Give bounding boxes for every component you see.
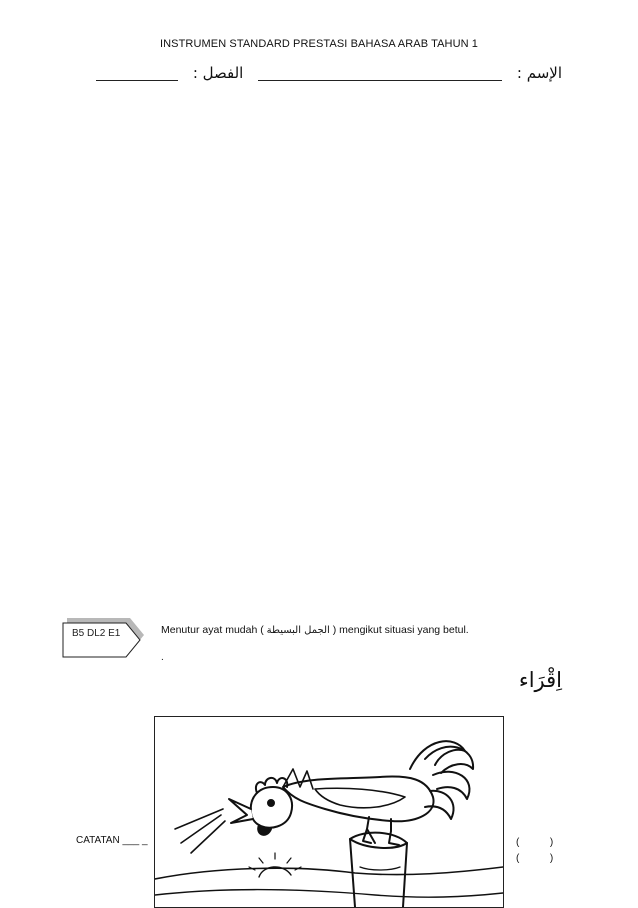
score-box-1[interactable]: [516, 835, 553, 851]
instruction-suffix: ) mengikut situasi yang betul.: [332, 624, 469, 636]
instruction-text: [161, 624, 469, 636]
rooster-illustration: [154, 716, 504, 908]
name-field-line[interactable]: [258, 64, 502, 81]
score-boxes: [516, 835, 553, 867]
name-label: الإسم :: [516, 64, 562, 82]
stray-dot: .: [161, 652, 164, 663]
notes-line[interactable]: ___ _: [122, 835, 148, 846]
notes-field: [76, 835, 148, 846]
document-title: INSTRUMEN STANDARD PRESTASI BAHASA ARAB TAHUN 1: [159, 38, 479, 50]
student-info-row: [96, 64, 562, 82]
notes-label: CATATAN: [76, 835, 120, 846]
score-box-open: (: [516, 853, 520, 864]
score-box-close: ): [549, 853, 554, 864]
class-label: الفصل :: [192, 64, 244, 82]
score-box-2[interactable]: [516, 851, 553, 867]
class-field-line[interactable]: [96, 64, 178, 81]
instruction-arabic-term: الجمل البسيطة: [266, 625, 330, 636]
skill-code-tag: [62, 618, 148, 658]
score-box-close: ): [549, 837, 554, 848]
instruction-prefix: Menutur ayat mudah (: [161, 624, 264, 636]
skill-code-text: B5 DL2 E1: [72, 628, 121, 639]
reading-section-heading: اِقْرَاء: [518, 668, 562, 692]
rooster-drawing: [155, 717, 503, 907]
score-box-open: (: [516, 837, 520, 848]
